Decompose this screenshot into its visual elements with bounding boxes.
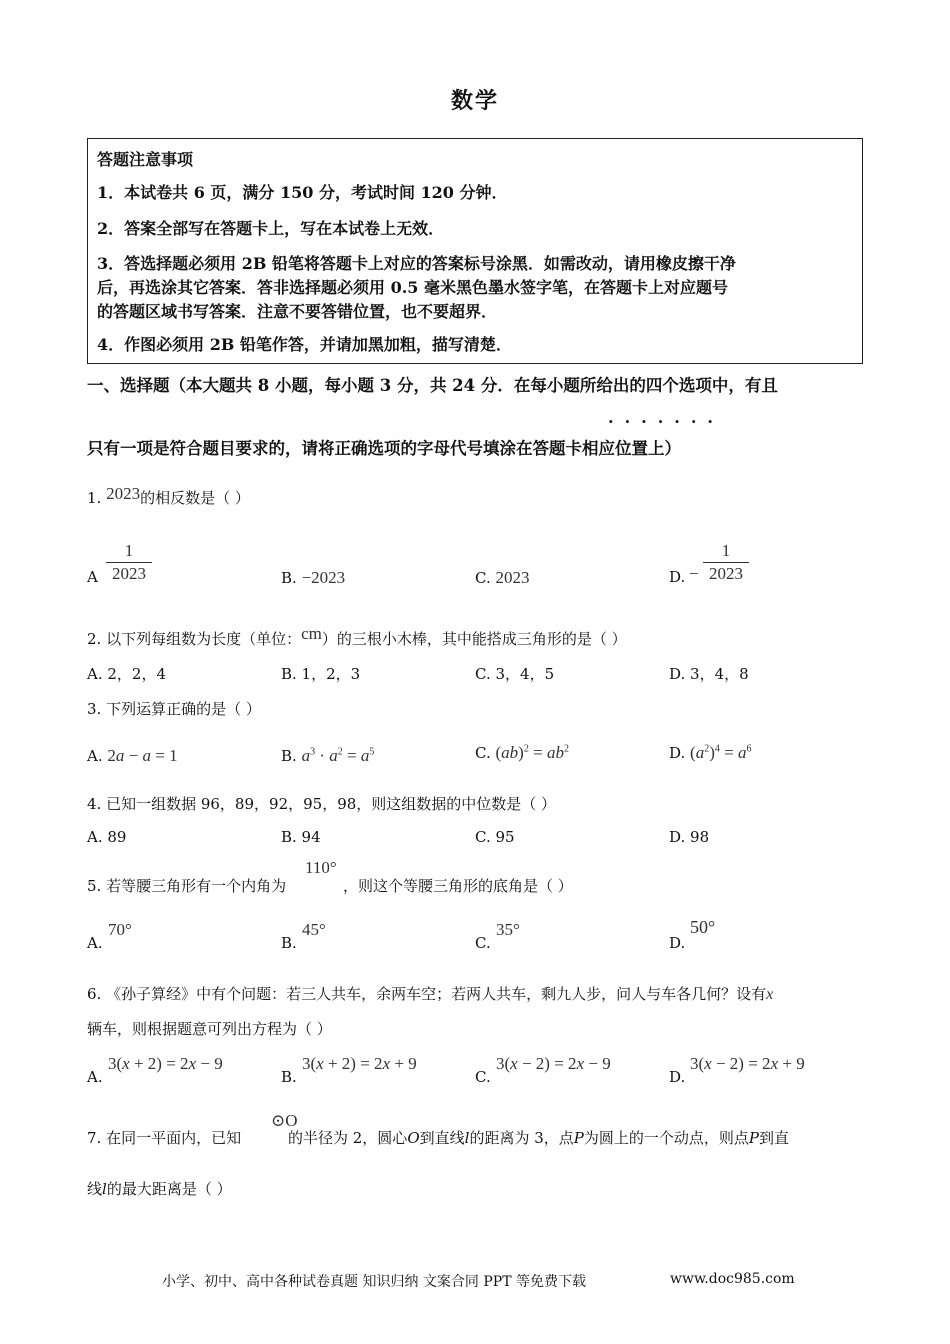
notice-item-2: 2．答案全部写在答题卡上，写在本试卷上无效． (97, 219, 445, 238)
q1-option-b-label: B. (281, 569, 297, 587)
q6-option-d-label: D. (669, 1068, 686, 1086)
q7-l: l (464, 1129, 470, 1147)
q2-option-c: C. 3，4，5 (475, 665, 555, 683)
q5-angle: 110° (305, 858, 337, 877)
notice-item-3-cont-1: 后，再选涂其它答案．答非选择题必须用 0.5 毫米黑色墨水签字笔，在答题卡上对应题号 (97, 278, 728, 297)
q7-l2: l (102, 1180, 107, 1198)
section-heading-line2: 只有一项是符合题目要求的，请将正确选项的字母代号填涂在答题卡相应位置上） (87, 439, 681, 458)
q6-option-a-expr: 3(x + 2) = 2x − 9 (108, 1054, 223, 1073)
q6-option-c-expr: 3(x − 2) = 2x − 9 (496, 1054, 611, 1073)
q1-option-c-value: 2023 (495, 568, 530, 587)
fraction-numerator: 1 (721, 541, 731, 560)
question-7-line2: 线l的最大距离是（ ） (87, 1180, 232, 1198)
q5-option-d-label: D. (669, 934, 686, 952)
q4-option-c: C. 95 (475, 828, 515, 846)
q2-text-after: ）的三根小木棒，其中能搭成三角形的是（ ） (321, 630, 627, 648)
notice-box (87, 138, 863, 364)
q7-p: P (573, 1129, 584, 1147)
q4-option-b: B. 94 (281, 828, 321, 846)
q6-text: 6. 《孙子算经》中有个问题：若三人共车，余两车空；若两人共车，剩九人步，问人与车各几何？设有 (87, 985, 767, 1003)
q7-o: O (407, 1129, 420, 1147)
q3-option-d (669, 743, 751, 763)
q5-option-c-value: 35° (496, 920, 520, 939)
q6-option-d-expr: 3(x − 2) = 2x + 9 (690, 1054, 805, 1073)
question-2 (87, 624, 627, 649)
question-7-line1-rest: 的半径为 2，圆心O到直线l的距离为 3，点P为圆上的一个动点，则点P到直 (288, 1129, 789, 1147)
fraction-bar (703, 562, 749, 563)
q1-option-c (475, 568, 530, 588)
notice-item-3-cont-2: 的答题区域书写答案．注意不要答错位置，也不要超界． (97, 302, 498, 321)
q7-circle-o: ⊙O (271, 1111, 298, 1130)
q4-option-a: A. 89 (87, 828, 127, 846)
q1-option-d-label: D. (669, 568, 686, 586)
q5-text-before: 5. 若等腰三角形有一个内角为 (87, 877, 287, 895)
q1-option-b-value: −2023 (301, 568, 346, 587)
q1-text: 的相反数是（ ） (140, 489, 250, 507)
emphasis-dots: ······· (608, 412, 724, 431)
notice-item-1: 1．本试卷共 6 页，满分 150 分，考试时间 120 分钟． (97, 183, 508, 202)
q6-var-x: x (766, 986, 774, 1003)
q6-option-b-label: B. (281, 1068, 297, 1086)
q3-option-a-label: A. (87, 747, 103, 765)
q2-unit: cm (301, 624, 322, 643)
q7-text-before: 7. 在同一平面内，已知 (87, 1129, 242, 1147)
q3-option-d-expr: $(a^2)^4 = a^6$ (690, 743, 752, 762)
q2-option-b: B. 1，2，3 (281, 665, 361, 683)
q3-option-d-label: D. (669, 744, 686, 762)
q5-option-b-label: B. (281, 934, 297, 952)
footer-url[interactable]: www.doc985.com (670, 1271, 795, 1287)
q3-option-b-label: B. (281, 747, 297, 765)
notice-item-4: 4．作图必须用 2B 铅笔作答，并请加黑加粗，描写清楚． (97, 335, 512, 354)
fraction-denominator: 2023 (709, 564, 743, 583)
fraction-bar (106, 562, 152, 563)
q3-option-a (87, 746, 178, 766)
q4-option-d: D. 98 (669, 828, 710, 846)
q3-option-b (281, 746, 374, 766)
q1-option-a-label: A (87, 568, 98, 586)
q6-option-a-label: A. (87, 1068, 103, 1086)
notice-item-3: 3．答选择题必须用 2B 铅笔将答题卡上对应的答案标号涂黑．如需改动，请用橡皮擦干净 (97, 254, 736, 273)
q3-option-a-expr: 2a − a = 1 (107, 746, 178, 765)
q5-option-b-value: 45° (302, 920, 326, 939)
q5-option-a-label: A. (87, 934, 103, 952)
question-3: 3. 下列运算正确的是（ ） (87, 700, 261, 718)
q1-option-d-sign: − (689, 564, 699, 583)
notice-heading: 答题注意事项 (97, 150, 194, 169)
question-6-line2: 辆车，则根据题意可列出方程为（ ） (87, 1020, 332, 1038)
q6-option-b-expr: 3(x + 2) = 2x + 9 (302, 1054, 417, 1073)
q5-option-d-value: 50° (690, 917, 716, 937)
question-6-line1 (87, 983, 773, 1004)
q2-text-before: 2. 以下列每组数为长度（单位： (87, 630, 302, 648)
q1-option-c-label: C. (475, 569, 491, 587)
q1-option-d-fraction (703, 541, 749, 584)
q3-option-c-label: C. (475, 744, 491, 762)
question-4: 4. 已知一组数据 96，89，92，95，98，则这组数据的中位数是（ ） (87, 795, 557, 813)
q5-option-c-label: C. (475, 934, 491, 952)
q5-text-after: ，则这个等腰三角形的底角是（ ） (343, 877, 573, 895)
q1-option-a-fraction (106, 541, 152, 584)
q1-option-b (281, 568, 345, 588)
q7-p2: P (748, 1129, 759, 1147)
fraction-denominator: 2023 (112, 564, 146, 583)
footer-text: 小学、初中、高中各种试卷真题 知识归纳 文案合同 PPT 等免费下载 (162, 1274, 586, 1290)
section-heading-line1: 一、选择题（本大题共 8 小题，每小题 3 分，共 24 分．在每小题所给出的四个选项中，有且 (87, 376, 778, 395)
page-title: 数学 (450, 88, 499, 114)
q3-option-b-expr: $a^3 \cdot a^2 = a^5$ (301, 746, 375, 765)
q6-option-c-label: C. (475, 1068, 491, 1086)
q3-option-c-expr: $(ab)^2 = ab^2$ (495, 743, 569, 762)
q1-number: 1. (87, 489, 102, 507)
q2-option-d: D. 3，4，8 (669, 665, 749, 683)
fraction-numerator: 1 (124, 541, 134, 560)
q5-option-a-value: 70° (108, 920, 132, 939)
q1-math: 2023 (106, 484, 141, 503)
q2-option-a: A. 2，2，4 (87, 665, 166, 683)
question-1 (87, 484, 250, 508)
q3-option-c (475, 743, 569, 763)
